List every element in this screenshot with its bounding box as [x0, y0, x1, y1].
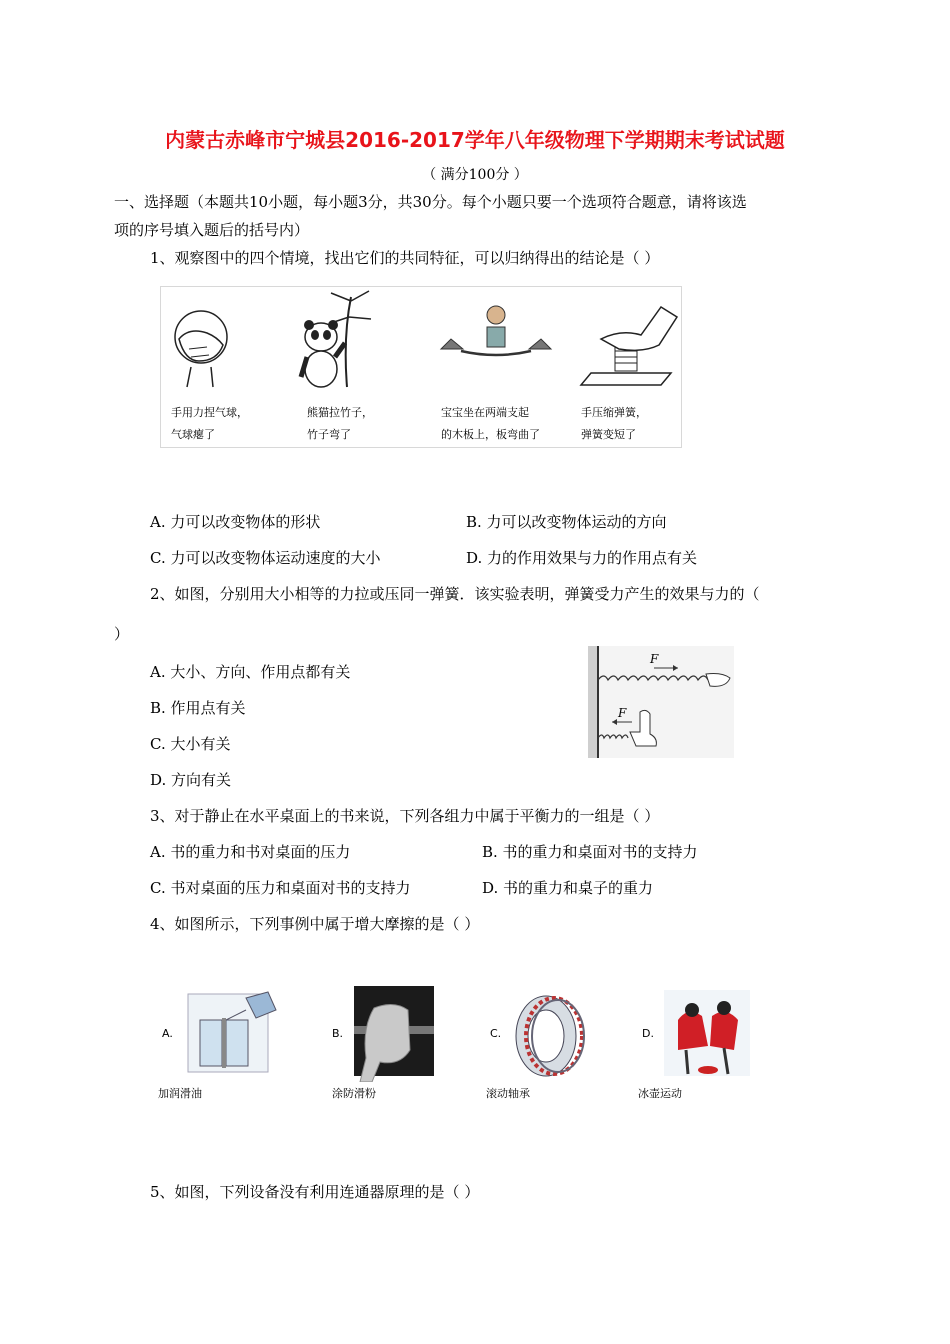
hinge-oil-illustration [156, 990, 280, 1080]
q3-option-d: D. 书的重力和桌子的重力 [482, 879, 654, 897]
full-score-note: （ 满分100分 ） [422, 167, 528, 183]
q2-option-b: B. 作用点有关 [150, 699, 246, 717]
grip-powder-illustration [330, 986, 434, 1082]
q4-caption-a: 加润滑油 [158, 1087, 202, 1100]
q1-caption-1-line2: 气球瘪了 [171, 428, 215, 441]
q1-scenes-illustration [161, 287, 681, 397]
spring-illustration [588, 646, 734, 758]
q1-caption-2-line2: 竹子弯了 [307, 428, 351, 441]
q1-figure [160, 286, 682, 448]
q2-stem-continuation: ） [114, 625, 130, 643]
q3-option-c: C. 书对桌面的压力和桌面对书的支持力 [150, 879, 411, 897]
q3-option-a: A. 书的重力和书对桌面的压力 [150, 843, 351, 861]
q4-caption-c: 滚动轴承 [486, 1087, 530, 1100]
rolling-bearing-illustration [484, 990, 594, 1080]
q1-option-d: D. 力的作用效果与力的作用点有关 [466, 549, 698, 567]
force-label-bottom: F [618, 706, 627, 720]
q1-option-c: C. 力可以改变物体运动速度的大小 [150, 549, 381, 567]
force-label-top: F [650, 652, 659, 666]
q4-stem: 4、如图所示，下列事例中属于增大摩擦的是（ ） [150, 915, 480, 933]
q1-option-b: B. 力可以改变物体运动的方向 [466, 513, 667, 531]
q1-caption-1-line1: 手用力捏气球， [171, 406, 248, 419]
q1-option-a: A. 力可以改变物体的形状 [150, 513, 321, 531]
q3-option-b: B. 书的重力和桌面对书的支持力 [482, 843, 698, 861]
q1-caption-3-line1: 宝宝坐在两端支起 [441, 406, 529, 419]
q4-figure-d [636, 990, 750, 1106]
q2-stem: 2、如图，分别用大小相等的力拉或压同一弹簧．该实验表明，弹簧受力产生的效果与力的（ [150, 585, 760, 603]
q4-figure-b [330, 986, 434, 1106]
curling-illustration [636, 990, 750, 1080]
q4-letter-a: A. [162, 1027, 173, 1040]
q3-stem: 3、对于静止在水平桌面上的书来说，下列各组力中属于平衡力的一组是（ ） [150, 807, 660, 825]
q2-option-a: A. 大小、方向、作用点都有关 [150, 663, 351, 681]
q2-spring-figure [588, 646, 734, 758]
q1-caption-4-line2: 弹簧变短了 [581, 428, 636, 441]
q1-caption-3-line2: 的木板上，板弯曲了 [441, 428, 540, 441]
q4-caption-b: 涂防滑粉 [332, 1087, 376, 1100]
q4-letter-b: B. [332, 1027, 344, 1040]
section-heading-line2: 项的序号填入题后的括号内） [114, 221, 310, 239]
q5-stem: 5、如图，下列设备没有利用连通器原理的是（ ） [150, 1183, 480, 1201]
q2-option-d: D. 方向有关 [150, 771, 232, 789]
q2-option-c: C. 大小有关 [150, 735, 231, 753]
section-heading-line1: 一、选择题（本题共10小题，每小题3分，共30分。每个小题只要一个选项符合题意，请将该选 [114, 193, 747, 211]
q4-caption-d: 冰壶运动 [638, 1087, 682, 1100]
page-title: 内蒙古赤峰市宁城县2016-2017学年八年级物理下学期期末考试试题 [165, 128, 785, 152]
q1-caption-2-line1: 熊猫拉竹子， [307, 406, 373, 419]
q1-stem: 1、观察图中的四个情境，找出它们的共同特征，可以归纳得出的结论是（ ） [150, 249, 660, 267]
q4-figure-c [484, 990, 594, 1106]
q1-caption-4-line1: 手压缩弹簧， [581, 406, 647, 419]
q4-letter-d: D. [642, 1027, 654, 1040]
q4-letter-c: C. [490, 1027, 502, 1040]
q4-figure-a [156, 990, 280, 1106]
